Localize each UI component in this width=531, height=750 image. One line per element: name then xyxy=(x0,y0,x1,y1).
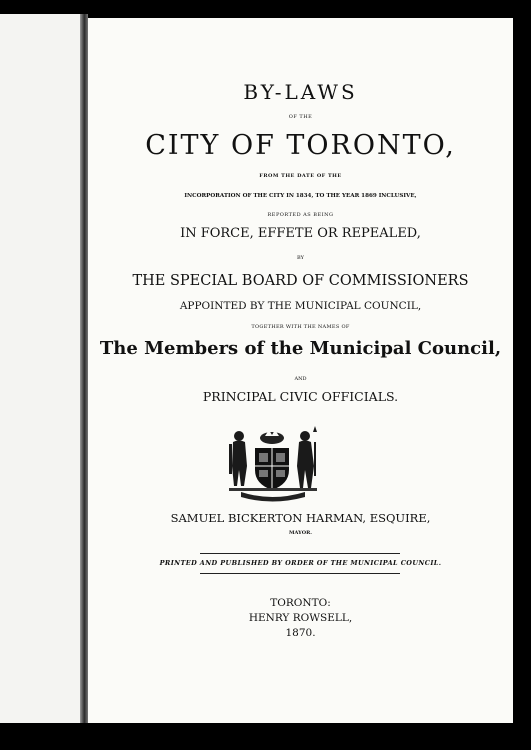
title-page xyxy=(88,18,513,723)
imprint-publisher: HENRY ROWSELL, xyxy=(248,612,353,624)
text-appointed: APPOINTED BY THE MUNICIPAL COUNCIL, xyxy=(179,300,422,312)
text-mayor-title: MAYOR. xyxy=(289,530,312,536)
text-printed-published: PRINTED AND PUBLISHED BY ORDER OF THE MUNICIPAL COUNCIL. xyxy=(159,559,442,567)
text-members: The Members of the Municipal Council, xyxy=(99,338,502,359)
text-together: TOGETHER WITH THE NAMES OF xyxy=(251,324,350,330)
text-by: BY xyxy=(297,255,304,261)
text-in-force: IN FORCE, EFFETE OR REPEALED, xyxy=(180,226,421,241)
heading-city: CITY OF TORONTO, xyxy=(145,130,456,161)
text-of-the: OF THE xyxy=(288,114,313,120)
imprint-place: TORONTO: xyxy=(270,597,331,609)
divider-top xyxy=(200,553,400,554)
text-and: AND xyxy=(294,376,307,382)
text-incorporation: INCORPORATION OF THE CITY IN 1834, TO THE YEAR 1869 INCLUSIVE, xyxy=(184,193,417,199)
text-special-board: THE SPECIAL BOARD OF COMMISSIONERS xyxy=(132,273,469,289)
book-spine xyxy=(80,14,88,723)
text-principal-officials: PRINCIPAL CIVIC OFFICIALS. xyxy=(202,389,399,404)
text-from-date: FROM THE DATE OF THE xyxy=(259,173,342,179)
coat-of-arms-icon xyxy=(225,426,321,502)
divider-bottom xyxy=(200,573,400,574)
text-mayor-name: SAMUEL BICKERTON HARMAN, ESQUIRE, xyxy=(170,511,431,525)
title-page-content xyxy=(88,18,513,723)
heading-bylaws: BY-LAWS xyxy=(243,80,358,104)
left-page xyxy=(0,14,80,723)
imprint-year: 1870. xyxy=(285,627,316,639)
text-reported: REPORTED AS BEING xyxy=(267,212,334,218)
